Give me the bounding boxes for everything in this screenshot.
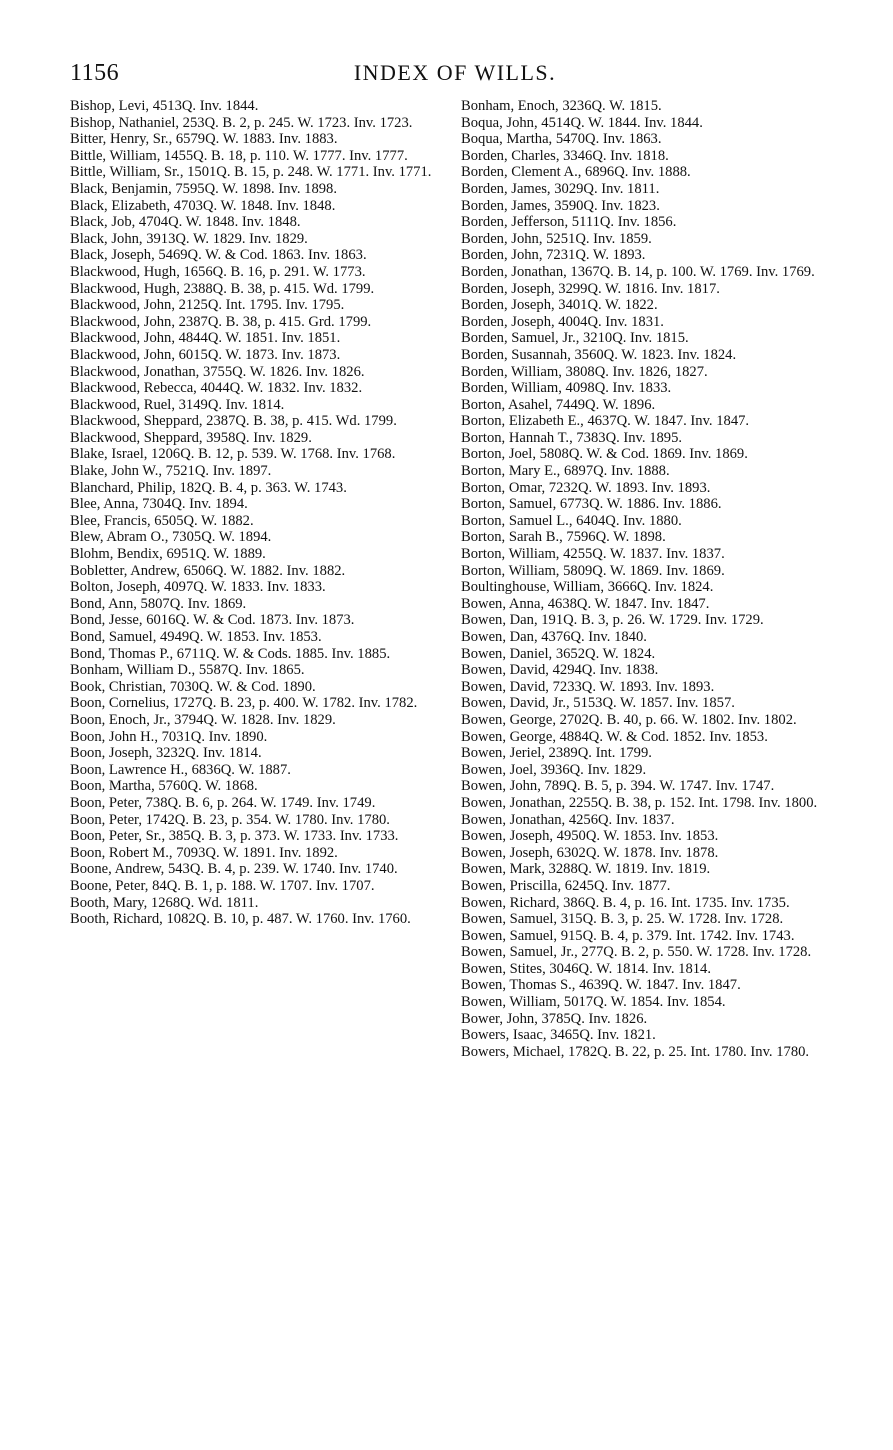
index-entry: Bowen, Anna, 4638Q. W. 1847. Inv. 1847. bbox=[461, 595, 710, 612]
index-entry: Borden, Susannah, 3560Q. W. 1823. Inv. 1824. bbox=[461, 346, 737, 363]
index-entry: Bond, Jesse, 6016Q. W. & Cod. 1873. Inv. 1873. bbox=[70, 612, 355, 629]
index-entry: Bishop, Nathaniel, 253Q. B. 2, p. 245. W. 1723. Inv. 1723. bbox=[70, 114, 413, 131]
index-entry: Boqua, Martha, 5470Q. Inv. 1863. bbox=[461, 131, 662, 148]
index-entry: Boon, Cornelius, 1727Q. B. 23, p. 400. W. 1782. Inv. 1782. bbox=[70, 695, 418, 712]
index-entry: Bowen, Priscilla, 6245Q. Inv. 1877. bbox=[461, 877, 671, 894]
index-entry: Borden, James, 3029Q. Inv. 1811. bbox=[461, 180, 660, 197]
index-entry: Black, Benjamin, 7595Q. W. 1898. Inv. 1898. bbox=[70, 180, 337, 197]
index-entry: Black, Joseph, 5469Q. W. & Cod. 1863. Inv. 1863. bbox=[70, 247, 367, 264]
index-entry: Boon, Enoch, Jr., 3794Q. W. 1828. Inv. 1829. bbox=[70, 711, 336, 728]
index-entry: Bowen, George, 2702Q. B. 40, p. 66. W. 1802. Inv. 1802. bbox=[461, 711, 797, 728]
index-entry: Bowen, Joseph, 4950Q. W. 1853. Inv. 1853. bbox=[461, 828, 719, 845]
index-entry: Bowen, John, 789Q. B. 5, p. 394. W. 1747. Inv. 1747. bbox=[461, 778, 775, 795]
index-entry: Black, Job, 4704Q. W. 1848. Inv. 1848. bbox=[70, 214, 301, 231]
index-entry: Book, Christian, 7030Q. W. & Cod. 1890. bbox=[70, 678, 316, 695]
index-entry: Bowen, Thomas S., 4639Q. W. 1847. Inv. 1847. bbox=[461, 977, 741, 994]
page-number: 1156 bbox=[70, 60, 120, 86]
index-entry: Blackwood, John, 6015Q. W. 1873. Inv. 1873. bbox=[70, 346, 341, 363]
index-entry: Borden, Joseph, 4004Q. Inv. 1831. bbox=[461, 313, 664, 330]
index-entry: Bowen, David, Jr., 5153Q. W. 1857. Inv. 1857. bbox=[461, 695, 735, 712]
index-entry: Borden, John, 5251Q. Inv. 1859. bbox=[461, 230, 652, 247]
index-entry: Blee, Anna, 7304Q. Inv. 1894. bbox=[70, 496, 248, 513]
index-entry: Boon, Peter, 738Q. B. 6, p. 264. W. 1749. Inv. 1749. bbox=[70, 794, 376, 811]
index-entry: Bowen, Samuel, Jr., 277Q. B. 2, p. 550. W. 1728. Inv. 1728. bbox=[461, 944, 812, 961]
index-entry: Bowen, Joel, 3936Q. Inv. 1829. bbox=[461, 761, 647, 778]
index-entry: Borden, William, 4098Q. Inv. 1833. bbox=[461, 380, 672, 397]
index-entry: Bitter, Henry, Sr., 6579Q. W. 1883. Inv. 1883. bbox=[70, 131, 338, 148]
index-entry: Borden, Joseph, 3401Q. W. 1822. bbox=[461, 297, 658, 314]
index-entry: Booth, Mary, 1268Q. Wd. 1811. bbox=[70, 894, 259, 911]
index-entry: Bowen, Dan, 4376Q. Inv. 1840. bbox=[461, 629, 647, 645]
index-entry: Borton, Sarah B., 7596Q. W. 1898. bbox=[461, 529, 666, 546]
index-entry: Boon, Peter, Sr., 385Q. B. 3, p. 373. W. 1733. Inv. 1733. bbox=[70, 828, 399, 845]
index-entry: Bittle, William, 1455Q. B. 18, p. 110. W. 1777. Inv. 1777. bbox=[70, 147, 408, 164]
index-entry: Bowen, George, 4884Q. W. & Cod. 1852. Inv. 1853. bbox=[461, 728, 768, 745]
index-entry: Bond, Samuel, 4949Q. W. 1853. Inv. 1853. bbox=[70, 629, 322, 645]
index-entry: Bowen, Samuel, 915Q. B. 4, p. 379. Int. 1742. Inv. 1743. bbox=[461, 927, 795, 944]
index-entry: Boqua, John, 4514Q. W. 1844. Inv. 1844. bbox=[461, 114, 703, 131]
index-entry: Borton, Samuel, 6773Q. W. 1886. Inv. 1886. bbox=[461, 496, 722, 513]
index-entry: Blake, John W., 7521Q. Inv. 1897. bbox=[70, 463, 272, 480]
index-entry: Blackwood, John, 4844Q. W. 1851. Inv. 1851. bbox=[70, 330, 341, 347]
index-entry: Boon, Joseph, 3232Q. Inv. 1814. bbox=[70, 745, 262, 762]
index-entry: Blohm, Bendix, 6951Q. W. 1889. bbox=[70, 546, 266, 563]
index-entry: Bolton, Joseph, 4097Q. W. 1833. Inv. 1833. bbox=[70, 579, 326, 596]
page-header bbox=[70, 60, 840, 90]
index-entry: Borden, Charles, 3346Q. Inv. 1818. bbox=[461, 147, 669, 164]
index-entry: Borden, James, 3590Q. Inv. 1823. bbox=[461, 197, 660, 214]
index-entry: Bowen, Dan, 191Q. B. 3, p. 26. W. 1729. Inv. 1729. bbox=[461, 612, 764, 629]
index-entry: Borton, Samuel L., 6404Q. Inv. 1880. bbox=[461, 512, 682, 529]
index-entry: Bond, Thomas P., 6711Q. W. & Cods. 1885. Inv. 1885. bbox=[70, 645, 391, 662]
index-entry: Boultinghouse, William, 3666Q. Inv. 1824. bbox=[461, 579, 714, 596]
index-entry: Bowen, David, 7233Q. W. 1893. Inv. 1893. bbox=[461, 678, 715, 695]
index-entry: Boon, Martha, 5760Q. W. 1868. bbox=[70, 778, 258, 795]
index-entry: Borden, Jefferson, 5111Q. Inv. 1856. bbox=[461, 214, 677, 231]
index-entry: Borton, Asahel, 7449Q. W. 1896. bbox=[461, 396, 656, 413]
index-entry: Borden, John, 7231Q. W. 1893. bbox=[461, 247, 646, 264]
index-entry: Borton, Mary E., 6897Q. Inv. 1888. bbox=[461, 463, 670, 480]
index-entry: Bowers, Michael, 1782Q. B. 22, p. 25. Int. 1780. Inv. 1780. bbox=[461, 1043, 810, 1060]
index-entry: Blackwood, Hugh, 1656Q. B. 16, p. 291. W. 1773. bbox=[70, 263, 366, 280]
index-entry: Bonham, William D., 5587Q. Inv. 1865. bbox=[70, 662, 305, 679]
index-entry: Boone, Andrew, 543Q. B. 4, p. 239. W. 1740. Inv. 1740. bbox=[70, 861, 398, 878]
index-entry: Boon, Robert M., 7093Q. W. 1891. Inv. 1892. bbox=[70, 844, 338, 861]
index-entry: Borton, Hannah T., 7383Q. Inv. 1895. bbox=[461, 429, 683, 446]
index-entry: Bowen, Stites, 3046Q. W. 1814. Inv. 1814. bbox=[461, 960, 711, 977]
index-entry: Borden, William, 3808Q. Inv. 1826, 1827. bbox=[461, 363, 708, 380]
index-entry: Bowen, Mark, 3288Q. W. 1819. Inv. 1819. bbox=[461, 861, 711, 878]
index-entry: Bowen, Daniel, 3652Q. W. 1824. bbox=[461, 645, 656, 662]
index-entry: Borton, Omar, 7232Q. W. 1893. Inv. 1893. bbox=[461, 479, 711, 496]
index-entry: Bowen, Samuel, 315Q. B. 3, p. 25. W. 1728. Inv. 1728. bbox=[461, 911, 784, 928]
index-entry: Bowers, Isaac, 3465Q. Inv. 1821. bbox=[461, 1027, 656, 1044]
index-entry: Blackwood, John, 2387Q. B. 38, p. 415. Grd. 1799. bbox=[70, 313, 372, 330]
index-entry: Blackwood, Rebecca, 4044Q. W. 1832. Inv. 1832. bbox=[70, 380, 363, 397]
index-entry: Boon, Peter, 1742Q. B. 23, p. 354. W. 1780. Inv. 1780. bbox=[70, 811, 390, 828]
index-entry: Boon, John H., 7031Q. Inv. 1890. bbox=[70, 728, 268, 745]
index-entry: Blee, Francis, 6505Q. W. 1882. bbox=[70, 512, 254, 529]
index-entry: Black, John, 3913Q. W. 1829. Inv. 1829. bbox=[70, 230, 308, 247]
index-entry: Bowen, Joseph, 6302Q. W. 1878. Inv. 1878. bbox=[461, 844, 719, 861]
index-entry: Bishop, Levi, 4513Q. Inv. 1844. bbox=[70, 98, 259, 114]
index-entry: Black, Elizabeth, 4703Q. W. 1848. Inv. 1848. bbox=[70, 197, 336, 214]
index-entry: Borton, William, 5809Q. W. 1869. Inv. 1869. bbox=[461, 562, 725, 579]
index-entry: Borden, Joseph, 3299Q. W. 1816. Inv. 1817. bbox=[461, 280, 720, 297]
index-entry: Bittle, William, Sr., 1501Q. B. 15, p. 248. W. 1771. Inv. 1771. bbox=[70, 164, 432, 181]
index-entry: Blackwood, Jonathan, 3755Q. W. 1826. Inv. 1826. bbox=[70, 363, 365, 380]
index-entry: Bonham, Enoch, 3236Q. W. 1815. bbox=[461, 98, 662, 114]
page-title: INDEX OF WILLS. bbox=[353, 60, 557, 85]
index-entry: Borden, Clement A., 6896Q. Inv. 1888. bbox=[461, 164, 691, 181]
index-entry: Blackwood, Hugh, 2388Q. B. 38, p. 415. Wd. 1799. bbox=[70, 280, 375, 297]
index-entry: Blake, Israel, 1206Q. B. 12, p. 539. W. 1768. Inv. 1768. bbox=[70, 446, 396, 463]
index-entry: Borton, Joel, 5808Q. W. & Cod. 1869. Inv. 1869. bbox=[461, 446, 748, 463]
index-entry: Bobletter, Andrew, 6506Q. W. 1882. Inv. 1882. bbox=[70, 562, 346, 579]
index-entry: Bowen, Jonathan, 4256Q. Inv. 1837. bbox=[461, 811, 675, 828]
index-entry: Bower, John, 3785Q. Inv. 1826. bbox=[461, 1010, 648, 1027]
index-entry: Borden, Samuel, Jr., 3210Q. Inv. 1815. bbox=[461, 330, 689, 347]
index-entry: Blackwood, Ruel, 3149Q. Inv. 1814. bbox=[70, 396, 285, 413]
index-entry: Blackwood, Sheppard, 3958Q. Inv. 1829. bbox=[70, 429, 312, 446]
index-entry: Borton, William, 4255Q. W. 1837. Inv. 1837. bbox=[461, 546, 725, 563]
index-entry: Bowen, William, 5017Q. W. 1854. Inv. 1854. bbox=[461, 994, 726, 1011]
index-entry: Booth, Richard, 1082Q. B. 10, p. 487. W. 1760. Inv. 1760. bbox=[70, 911, 411, 928]
index-entry: Boon, Lawrence H., 6836Q. W. 1887. bbox=[70, 761, 291, 778]
index-entry: Blackwood, Sheppard, 2387Q. B. 38, p. 415. Wd. 1799. bbox=[70, 413, 397, 430]
left-column bbox=[70, 98, 442, 928]
right-column bbox=[461, 98, 831, 1060]
index-entry: Blackwood, John, 2125Q. Int. 1795. Inv. 1795. bbox=[70, 297, 345, 314]
index-entry: Borton, Elizabeth E., 4637Q. W. 1847. Inv. 1847. bbox=[461, 413, 750, 430]
index-entry: Bowen, David, 4294Q. Inv. 1838. bbox=[461, 662, 659, 679]
index-entry: Bond, Ann, 5807Q. Inv. 1869. bbox=[70, 595, 247, 612]
index-entry: Boone, Peter, 84Q. B. 1, p. 188. W. 1707. Inv. 1707. bbox=[70, 877, 375, 894]
index-entry: Bowen, Jeriel, 2389Q. Int. 1799. bbox=[461, 745, 652, 762]
index-entry: Borden, Jonathan, 1367Q. B. 14, p. 100. W. 1769. Inv. 1769. bbox=[461, 263, 815, 280]
index-entry: Bowen, Richard, 386Q. B. 4, p. 16. Int. 1735. Inv. 1735. bbox=[461, 894, 790, 911]
index-entry: Blanchard, Philip, 182Q. B. 4, p. 363. W. 1743. bbox=[70, 479, 347, 496]
index-entry: Blew, Abram O., 7305Q. W. 1894. bbox=[70, 529, 272, 546]
index-entry: Bowen, Jonathan, 2255Q. B. 38, p. 152. Int. 1798. Inv. 1800. bbox=[461, 794, 818, 811]
